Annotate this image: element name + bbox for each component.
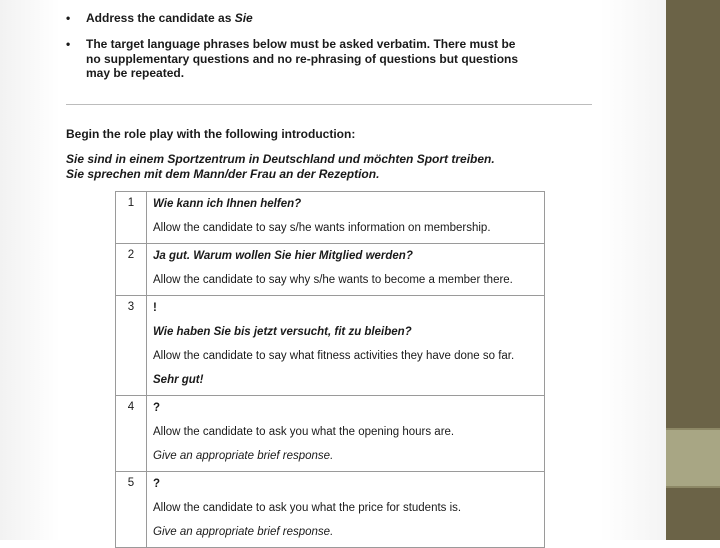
sidebar-decoration — [666, 0, 720, 540]
sidebar-band — [666, 430, 720, 486]
row-number: 5 — [116, 472, 147, 548]
instruction-text: Allow the candidate to say what fitness activities they have done so far. — [153, 350, 515, 362]
row-number: 4 — [116, 396, 147, 472]
question-text: Wie kann ich Ihnen helfen? — [153, 198, 302, 210]
instruction-text: Allow the candidate to ask you what the price for students is. — [153, 502, 462, 514]
task-marker: ! — [153, 302, 157, 314]
table-row — [116, 192, 545, 244]
task-marker: ? — [153, 402, 161, 414]
task-marker: ? — [153, 478, 161, 490]
intro-text — [66, 152, 536, 181]
bullet-dot: • — [66, 37, 71, 51]
bullet-dot: • — [66, 11, 71, 25]
bullet-text: Address the candidate as — [86, 11, 235, 25]
intro-line: Sie sind in einem Sportzentrum in Deutschland und möchten Sport treiben. — [66, 152, 495, 166]
bullet-emphasis: Sie — [234, 11, 253, 25]
divider — [66, 104, 592, 105]
row-number: 1 — [116, 192, 147, 244]
response-text: Give an appropriate brief response. — [153, 450, 334, 462]
table-row — [116, 396, 545, 472]
intro-line: Sie sprechen mit dem Mann/der Frau an der Rezeption. — [66, 166, 380, 181]
table-row — [116, 244, 545, 296]
roleplay-table — [115, 191, 545, 548]
question-text: Wie haben Sie bis jetzt versucht, fit zu bleiben? — [153, 326, 412, 338]
table-row — [116, 472, 545, 548]
response-text: Give an appropriate brief response. — [153, 526, 334, 538]
instruction-text: Allow the candidate to say s/he wants information on membership. — [153, 222, 491, 234]
bullet-text: The target language phrases below must be asked verbatim. There must be no supplementary questions and no re-phrasing of questions but questions may be repeated. — [86, 37, 519, 80]
intro-heading: Begin the role play with the following introduction: — [66, 127, 356, 141]
table-row — [116, 296, 545, 396]
instruction-text: Allow the candidate to say why s/he wants to become a member there. — [153, 274, 513, 286]
row-number: 2 — [116, 244, 147, 296]
response-text: Sehr gut! — [153, 374, 204, 386]
question-text: Ja gut. Warum wollen Sie hier Mitglied werden? — [153, 250, 413, 262]
row-number: 3 — [116, 296, 147, 396]
instruction-text: Allow the candidate to ask you what the opening hours are. — [153, 426, 455, 438]
sidebar-line — [666, 486, 720, 488]
